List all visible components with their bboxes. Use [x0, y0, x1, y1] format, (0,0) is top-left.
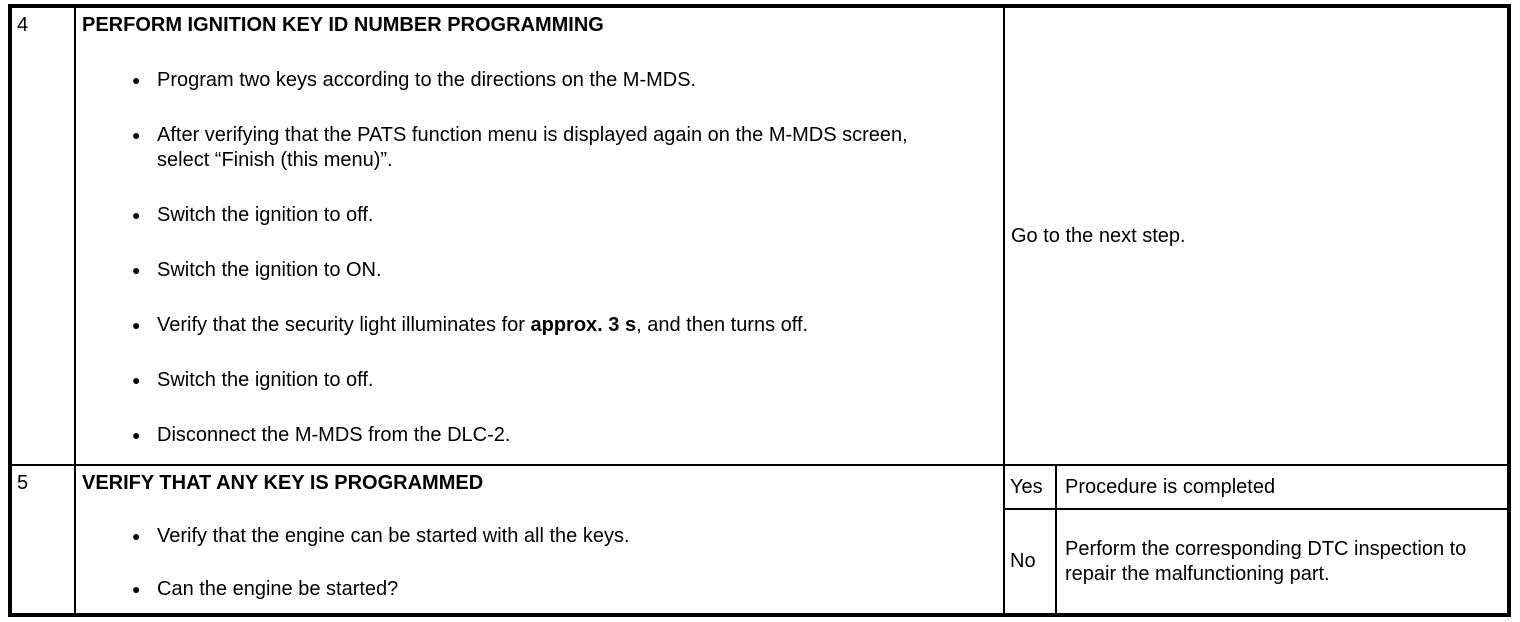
bullet-text: After verifying that the PATS function menu is displayed again on the M-MDS screen, select “Finish (this menu)”.: [157, 124, 908, 171]
bullet-icon: ●: [132, 528, 141, 544]
bullet-icon: ●: [132, 207, 141, 223]
bullet-icon: ●: [132, 317, 141, 333]
result-action-yes: [1057, 466, 1507, 508]
bullet-text-post: , and then turns off.: [636, 314, 809, 336]
procedure-table: [8, 4, 1511, 617]
results-cell: [1005, 466, 1507, 613]
list-item: [132, 68, 995, 93]
step-description-cell: [76, 8, 1005, 464]
action-cell: [1005, 8, 1507, 464]
answer-cell-yes: [1005, 466, 1057, 508]
bullet-text: Switch the ignition to off.: [157, 204, 374, 226]
bullet-text: [157, 313, 808, 338]
result-row-no: [1005, 510, 1507, 613]
bullet-icon: ●: [132, 581, 141, 597]
list-item: [132, 313, 995, 338]
step-number-cell: [12, 8, 76, 464]
answer-cell-no: [1005, 510, 1057, 613]
step-number-cell: [12, 466, 76, 613]
bullet-text: Program two keys according to the directions on the M-MDS.: [157, 69, 697, 91]
answer-yes-label: Yes: [1010, 475, 1043, 498]
bullet-icon: ●: [132, 427, 141, 443]
bullet-text: Verify that the engine can be started with all the keys.: [157, 525, 630, 547]
action-text: Go to the next step.: [1011, 224, 1186, 247]
table-row-step-5: [12, 464, 1507, 613]
bullet-icon: ●: [132, 72, 141, 88]
result-action-no-text: Perform the corresponding DTC inspection to repair the malfunctioning part.: [1065, 537, 1467, 585]
bullet-text: Disconnect the M-MDS from the DLC-2.: [157, 424, 511, 446]
list-item: [132, 423, 995, 448]
list-item: [132, 203, 995, 228]
step-description-cell: [76, 466, 1005, 613]
bullet-text: Switch the ignition to off.: [157, 369, 374, 391]
procedure-title: PERFORM IGNITION KEY ID NUMBER PROGRAMMING: [82, 14, 604, 36]
bullet-icon: ●: [132, 127, 141, 143]
list-item: [132, 258, 995, 283]
bullet-icon: ●: [132, 262, 141, 278]
result-row-yes: [1005, 466, 1507, 510]
step-number: 5: [17, 472, 29, 494]
step-number: 4: [17, 14, 29, 36]
table-row-step-4: [12, 8, 1507, 464]
list-item: [132, 577, 995, 602]
procedure-title: VERIFY THAT ANY KEY IS PROGRAMMED: [82, 472, 484, 494]
bullet-text: Switch the ignition to ON.: [157, 259, 382, 281]
bullet-icon: ●: [132, 372, 141, 388]
bullet-text: Can the engine be started?: [157, 578, 399, 600]
list-item: [132, 368, 995, 393]
list-item: [132, 524, 995, 549]
answer-no-label: No: [1010, 550, 1036, 572]
result-action-yes-text: Procedure is completed: [1065, 475, 1276, 498]
list-item: [132, 123, 995, 173]
result-action-no: [1057, 510, 1507, 613]
bullet-text-bold: approx. 3 s: [530, 314, 637, 336]
bullet-text-pre: Verify that the security light illuminates for: [157, 314, 531, 336]
